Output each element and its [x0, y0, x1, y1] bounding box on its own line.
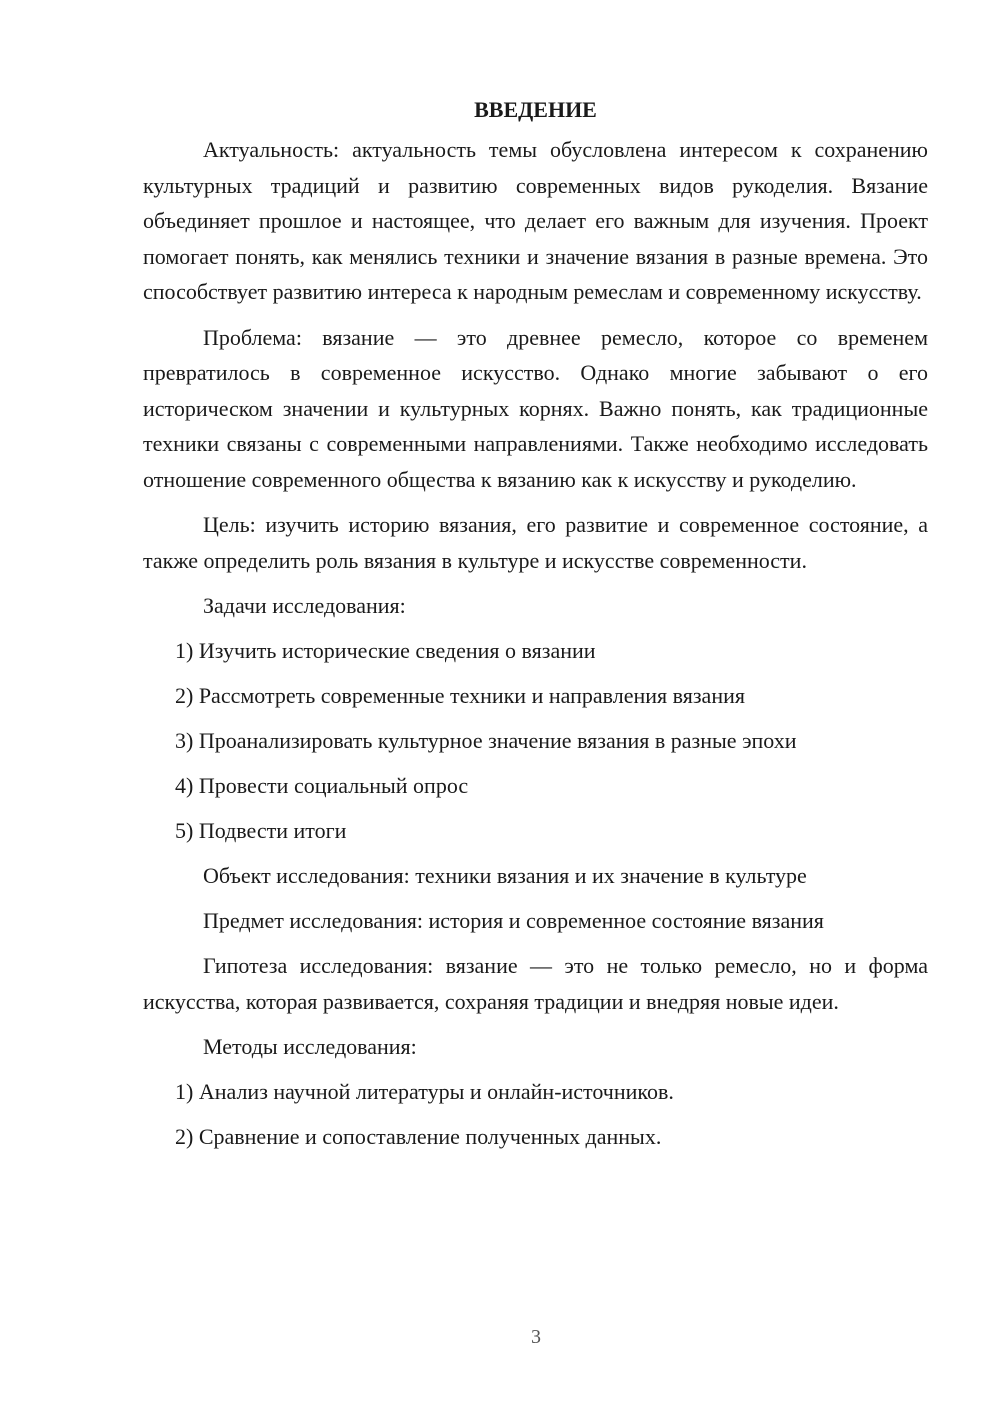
page-number: 3 — [531, 1326, 541, 1348]
research-subject: Предмет исследования: история и современное состояние вязания — [203, 908, 824, 933]
task-item: 2) Рассмотреть современные техники и направления вязания — [175, 683, 745, 708]
section-title: ВВЕДЕНИЕ — [474, 97, 597, 122]
task-item: 4) Провести социальный опрос — [175, 773, 469, 798]
hypothesis-paragraph: Гипотеза исследования: вязание — это не только ремесло, но и форма искусства, которая развивается, сохраняя традиции и внедряя новые идеи. — [143, 953, 928, 1014]
methods-heading: Методы исследования: — [203, 1034, 417, 1059]
research-object: Объект исследования: техники вязания и их значение в культуре — [203, 863, 807, 888]
method-item: 1) Анализ научной литературы и онлайн-источников. — [175, 1079, 674, 1104]
goal-paragraph: Цель: изучить историю вязания, его развитие и современное состояние, а также определить роль вязания в культуре и искусстве современности. — [143, 512, 928, 573]
problem-paragraph: Проблема: вязание — это древнее ремесло, которое со временем превратилось в современное искусство. Однако многие забывают о его историческом значении и культурных корнях. Важно понять, как традиционные техники связаны с современными направлениями. Также необходимо исследовать отношение современного общества к вязанию как к искусству и рукоделию. — [143, 324, 928, 492]
task-item: 1) Изучить исторические сведения о вязании — [175, 638, 596, 663]
task-item: 3) Проанализировать культурное значение вязания в разные эпохи — [175, 728, 797, 753]
tasks-heading: Задачи исследования: — [203, 593, 406, 618]
method-item: 2) Сравнение и сопоставление полученных данных. — [175, 1124, 662, 1149]
task-item: 5) Подвести итоги — [175, 818, 347, 843]
relevance-paragraph: Актуальность: актуальность темы обусловлена интересом к сохранению культурных традиций и развитию современных видов рукоделия. Вязание объединяет прошлое и настоящее, что делает его важным для изучения. Проект помогает понять, как менялись техники и значение вязания в разные времена. Это способствует развитию интереса к народным ремеслам и современному искусству. — [143, 137, 928, 304]
document-page — [143, 92, 928, 1164]
